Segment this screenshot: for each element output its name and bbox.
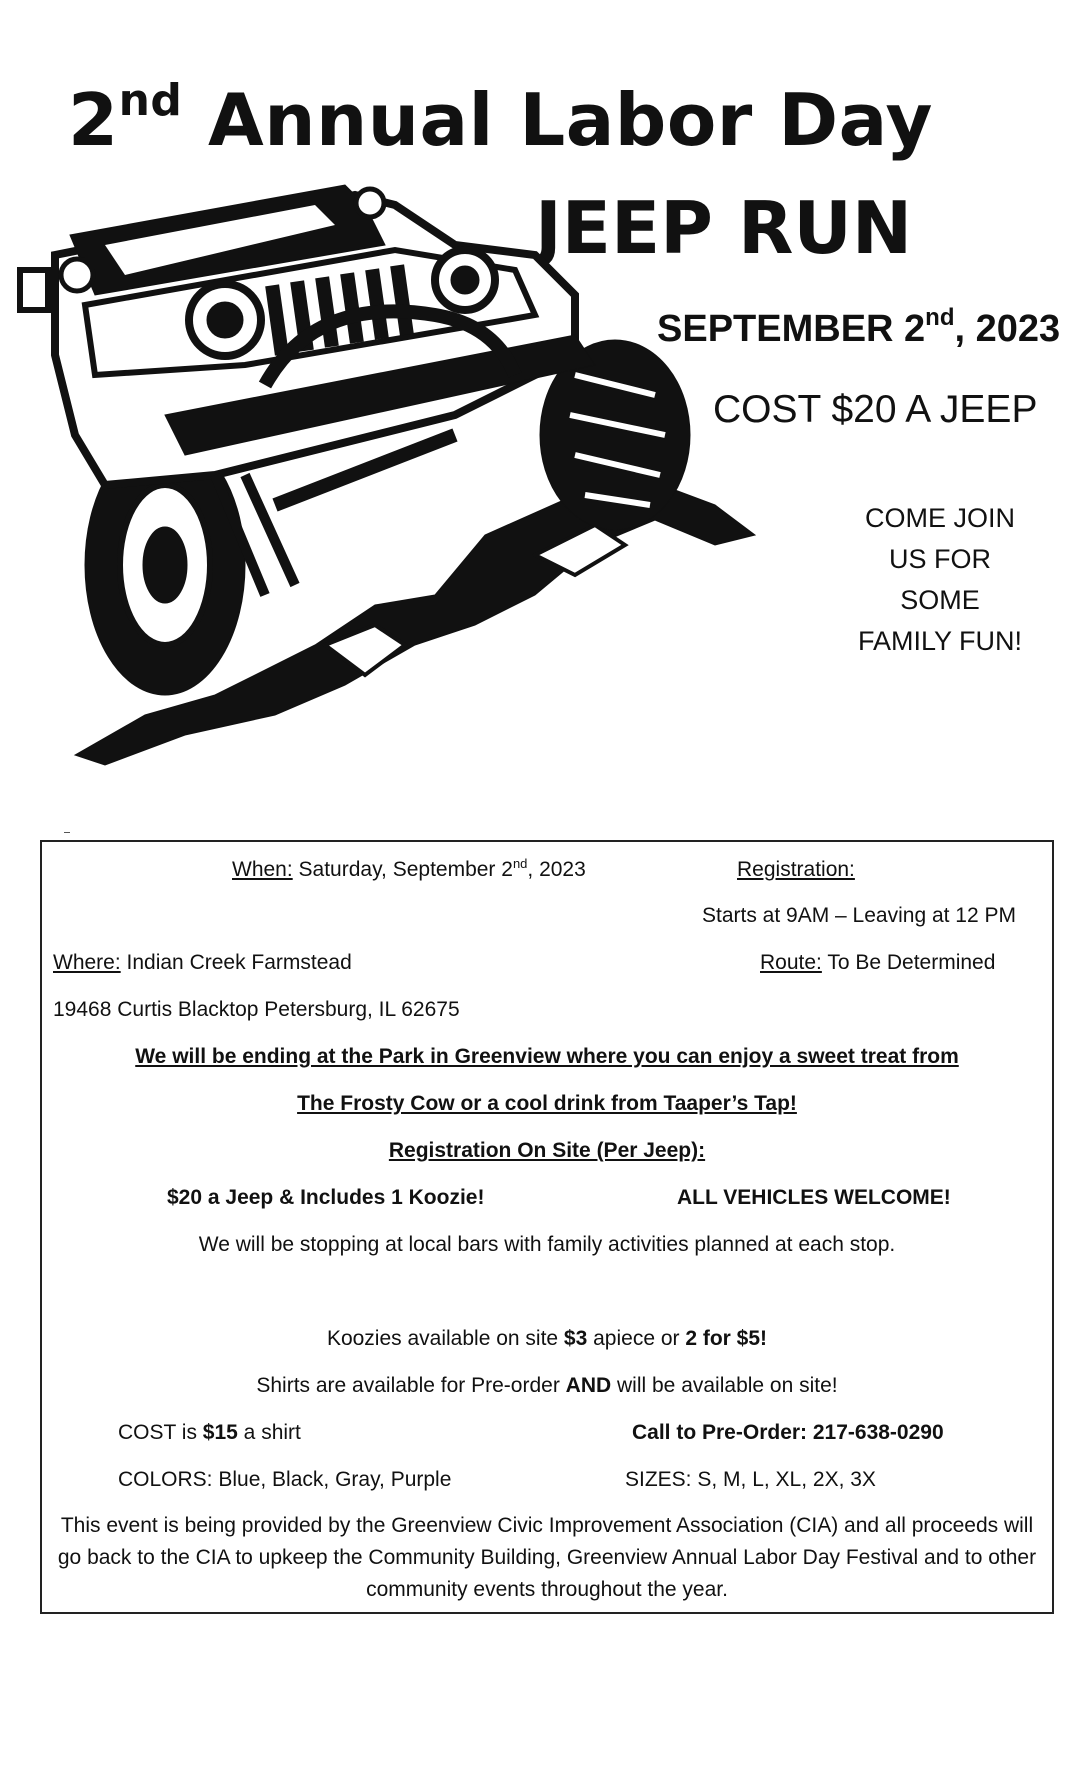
when-year: , 2023: [527, 858, 586, 881]
stopping-info: We will be stopping at local bars with family activities planned at each stop.: [198, 1233, 896, 1256]
koozies-deal: 2 for $5!: [685, 1327, 768, 1350]
shirt-cost: [118, 1420, 301, 1446]
route-value: To Be Determined: [821, 951, 996, 974]
where-label: Where:: [53, 951, 121, 974]
shirt-cost-price: $15: [202, 1421, 238, 1444]
shirt-cost-text: COST is: [118, 1421, 203, 1444]
koozies-info: [42, 1326, 1052, 1352]
when-row: [232, 857, 586, 883]
event-date-heading: [657, 304, 1061, 351]
date-text: SEPTEMBER 2: [657, 308, 926, 350]
shirts-and: AND: [565, 1374, 612, 1397]
join-line: SOME: [900, 585, 980, 615]
jeep-on-rocks-illustration: [15, 175, 775, 775]
event-details-box: [40, 840, 1054, 1614]
shirts-text: will be available on site!: [611, 1374, 838, 1397]
when-value: Saturday, September 2: [292, 858, 513, 881]
when-ordinal: nd: [512, 856, 528, 871]
koozies-text: apiece or: [587, 1327, 686, 1350]
stray-mark: [64, 832, 70, 833]
route-row: [760, 950, 995, 976]
shirt-sizes: SIZES: S, M, L, XL, 2X, 3X: [625, 1468, 876, 1491]
title-ordinal: nd: [118, 75, 183, 126]
date-year: , 2023: [954, 308, 1061, 350]
poster-title: [68, 75, 933, 162]
when-label: When:: [232, 858, 293, 881]
registration-time: Starts at 9AM – Leaving at 12 PM: [702, 904, 1016, 927]
title-number: 2: [68, 78, 119, 162]
ending-line-2: The Frosty Cow or a cool drink from Taaper’s Tap!: [297, 1092, 797, 1115]
registration-label: Registration:: [737, 858, 855, 881]
preorder-phone: Call to Pre-Order: 217-638-0290: [632, 1421, 944, 1444]
date-ordinal: nd: [925, 304, 955, 331]
koozies-text: Koozies available on site: [326, 1327, 564, 1350]
address: 19468 Curtis Blacktop Petersburg, IL 62675: [53, 998, 460, 1021]
cost-heading: COST $20 A JEEP: [713, 388, 1038, 431]
route-label: Route:: [760, 951, 822, 974]
shirt-colors: COLORS: Blue, Black, Gray, Purple: [118, 1468, 452, 1491]
koozies-price: $3: [563, 1327, 588, 1350]
title-text: Annual Labor Day: [182, 78, 933, 162]
onsite-registration-label: Registration On Site (Per Jeep):: [388, 1139, 706, 1162]
shirt-cost-text: a shirt: [237, 1421, 301, 1444]
where-value: Indian Creek Farmstead: [120, 951, 352, 974]
where-row: [53, 950, 352, 976]
all-vehicles-welcome: ALL VEHICLES WELCOME!: [677, 1186, 951, 1209]
shirts-info: [42, 1373, 1052, 1399]
shirts-text: Shirts are available for Pre-order: [256, 1374, 566, 1397]
poster-subtitle: JEEP RUN: [535, 186, 913, 270]
join-message: [830, 498, 1050, 662]
join-line: US FOR: [888, 544, 991, 574]
join-line: FAMILY FUN!: [857, 626, 1023, 656]
join-line: COME JOIN: [864, 503, 1015, 533]
footer-note: This event is being provided by the Greenview Civic Improvement Association (CIA) and all proceeds will go back to the CIA to upkeep the Community Building, Greenview Annual Labor Day Festival and to other community events throughout the year.: [57, 1514, 1037, 1601]
ending-line-1: We will be ending at the Park in Greenview where you can enjoy a sweet treat from: [135, 1045, 959, 1068]
price-includes: $20 a Jeep & Includes 1 Koozie!: [167, 1186, 485, 1209]
